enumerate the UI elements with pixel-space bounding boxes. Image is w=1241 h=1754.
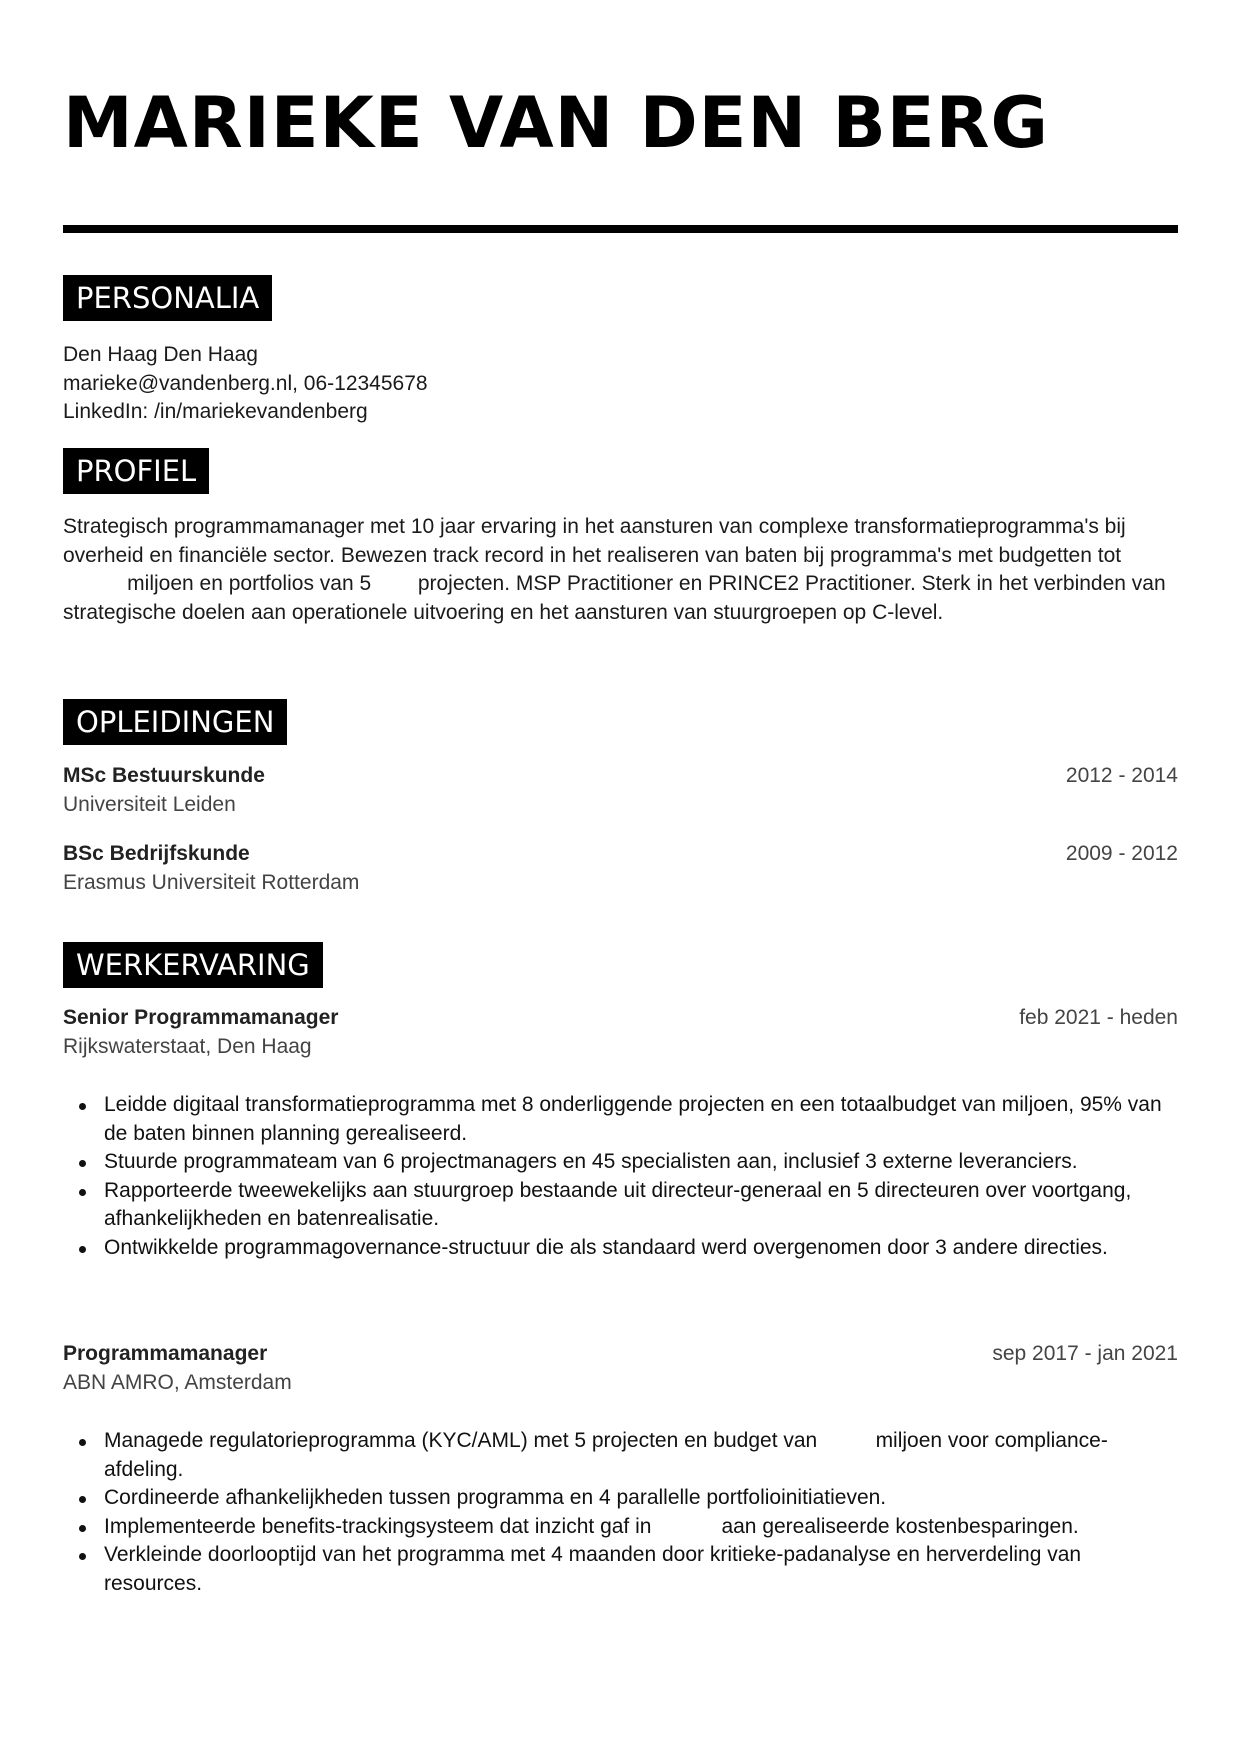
section-heading-personalia: PERSONALIA — [63, 275, 272, 321]
education-entry — [63, 840, 1178, 897]
education-institution: Erasmus Universiteit Rotterdam — [63, 870, 360, 894]
profile-block — [63, 513, 1178, 627]
list-item: Rapporteerde tweewekelijks aan stuurgroep bestaande uit directeur-generaal en 5 directeuren over voortgang, afhankelijkheden en batenrealisatie. — [63, 1177, 1178, 1234]
list-item: Ontwikkelde programmagovernance-structuur die als standaard werd overgenomen door 3 andere directies. — [63, 1234, 1178, 1263]
education-entry — [63, 762, 1178, 819]
job-period: sep 2017 - jan 2021 — [992, 1342, 1178, 1365]
section-heading-opleidingen: OPLEIDINGEN — [63, 699, 287, 745]
job-company: Rijkswaterstaat, Den Haag — [63, 1034, 312, 1058]
list-item: Managede regulatorieprogramma (KYC/AML) met 5 projecten en budget van miljoen voor compliance-afdeling. — [63, 1427, 1178, 1484]
profile-summary: Strategisch programmamanager met 10 jaar ervaring in het aansturen van complexe transformatieprogramma's bij overheid en financiële sector. Bewezen track record in het realiseren van baten bij programma's met budgetten tot miljoen en portfolios van 5 projecten. MSP Practitioner en PRINCE2 Practitioner. Sterk in het verbinden van strategische doelen aan operationele uitvoering en het aansturen van stuurgroepen op C-level. — [63, 515, 1166, 624]
personalia-block — [63, 341, 1178, 427]
job-achievements — [63, 1091, 1178, 1262]
education-period: 2012 - 2014 — [1065, 764, 1178, 787]
job-period: feb 2021 - heden — [1019, 1006, 1178, 1029]
job-entry — [63, 1340, 1178, 1397]
list-item: Cordineerde afhankelijkheden tussen programma en 4 parallelle portfolioinitiatieven. — [63, 1484, 1178, 1513]
section-heading-werkervaring: WERKERVARING — [63, 942, 323, 988]
education-title: MSc Bestuurskunde — [63, 764, 265, 787]
section-heading-profiel: PROFIEL — [63, 448, 209, 494]
contact-linkedin: LinkedIn: /in/mariekevandenberg — [63, 400, 368, 423]
education-institution: Universiteit Leiden — [63, 792, 236, 816]
job-title: Senior Programmamanager — [63, 1006, 339, 1029]
contact-email-phone: marieke@vandenberg.nl, 06-12345678 — [63, 371, 428, 395]
job-achievements — [63, 1427, 1178, 1598]
job-entry — [63, 1004, 1178, 1061]
job-company: ABN AMRO, Amsterdam — [63, 1370, 292, 1394]
list-item: Stuurde programmateam van 6 projectmanagers en 45 specialisten aan, inclusief 3 externe leveranciers. — [63, 1148, 1178, 1177]
education-title: BSc Bedrijfskunde — [63, 842, 250, 865]
list-item: Implementeerde benefits-trackingsysteem dat inzicht gaf in aan gerealiseerde kostenbesparingen. — [63, 1513, 1178, 1542]
education-period: 2009 - 2012 — [1065, 842, 1178, 865]
list-item: Verkleinde doorlooptijd van het programma met 4 maanden door kritieke-padanalyse en herverdeling van resources. — [63, 1541, 1178, 1598]
job-title: Programmamanager — [63, 1342, 268, 1365]
list-item: Leidde digitaal transformatieprogramma met 8 onderliggende projecten en een totaalbudget van miljoen, 95% van de baten binnen planning gerealiseerd. — [63, 1091, 1178, 1148]
candidate-name: MARIEKE VAN DEN BERG — [63, 82, 1049, 164]
header-divider — [63, 225, 1178, 233]
contact-location: Den Haag Den Haag — [63, 343, 258, 366]
